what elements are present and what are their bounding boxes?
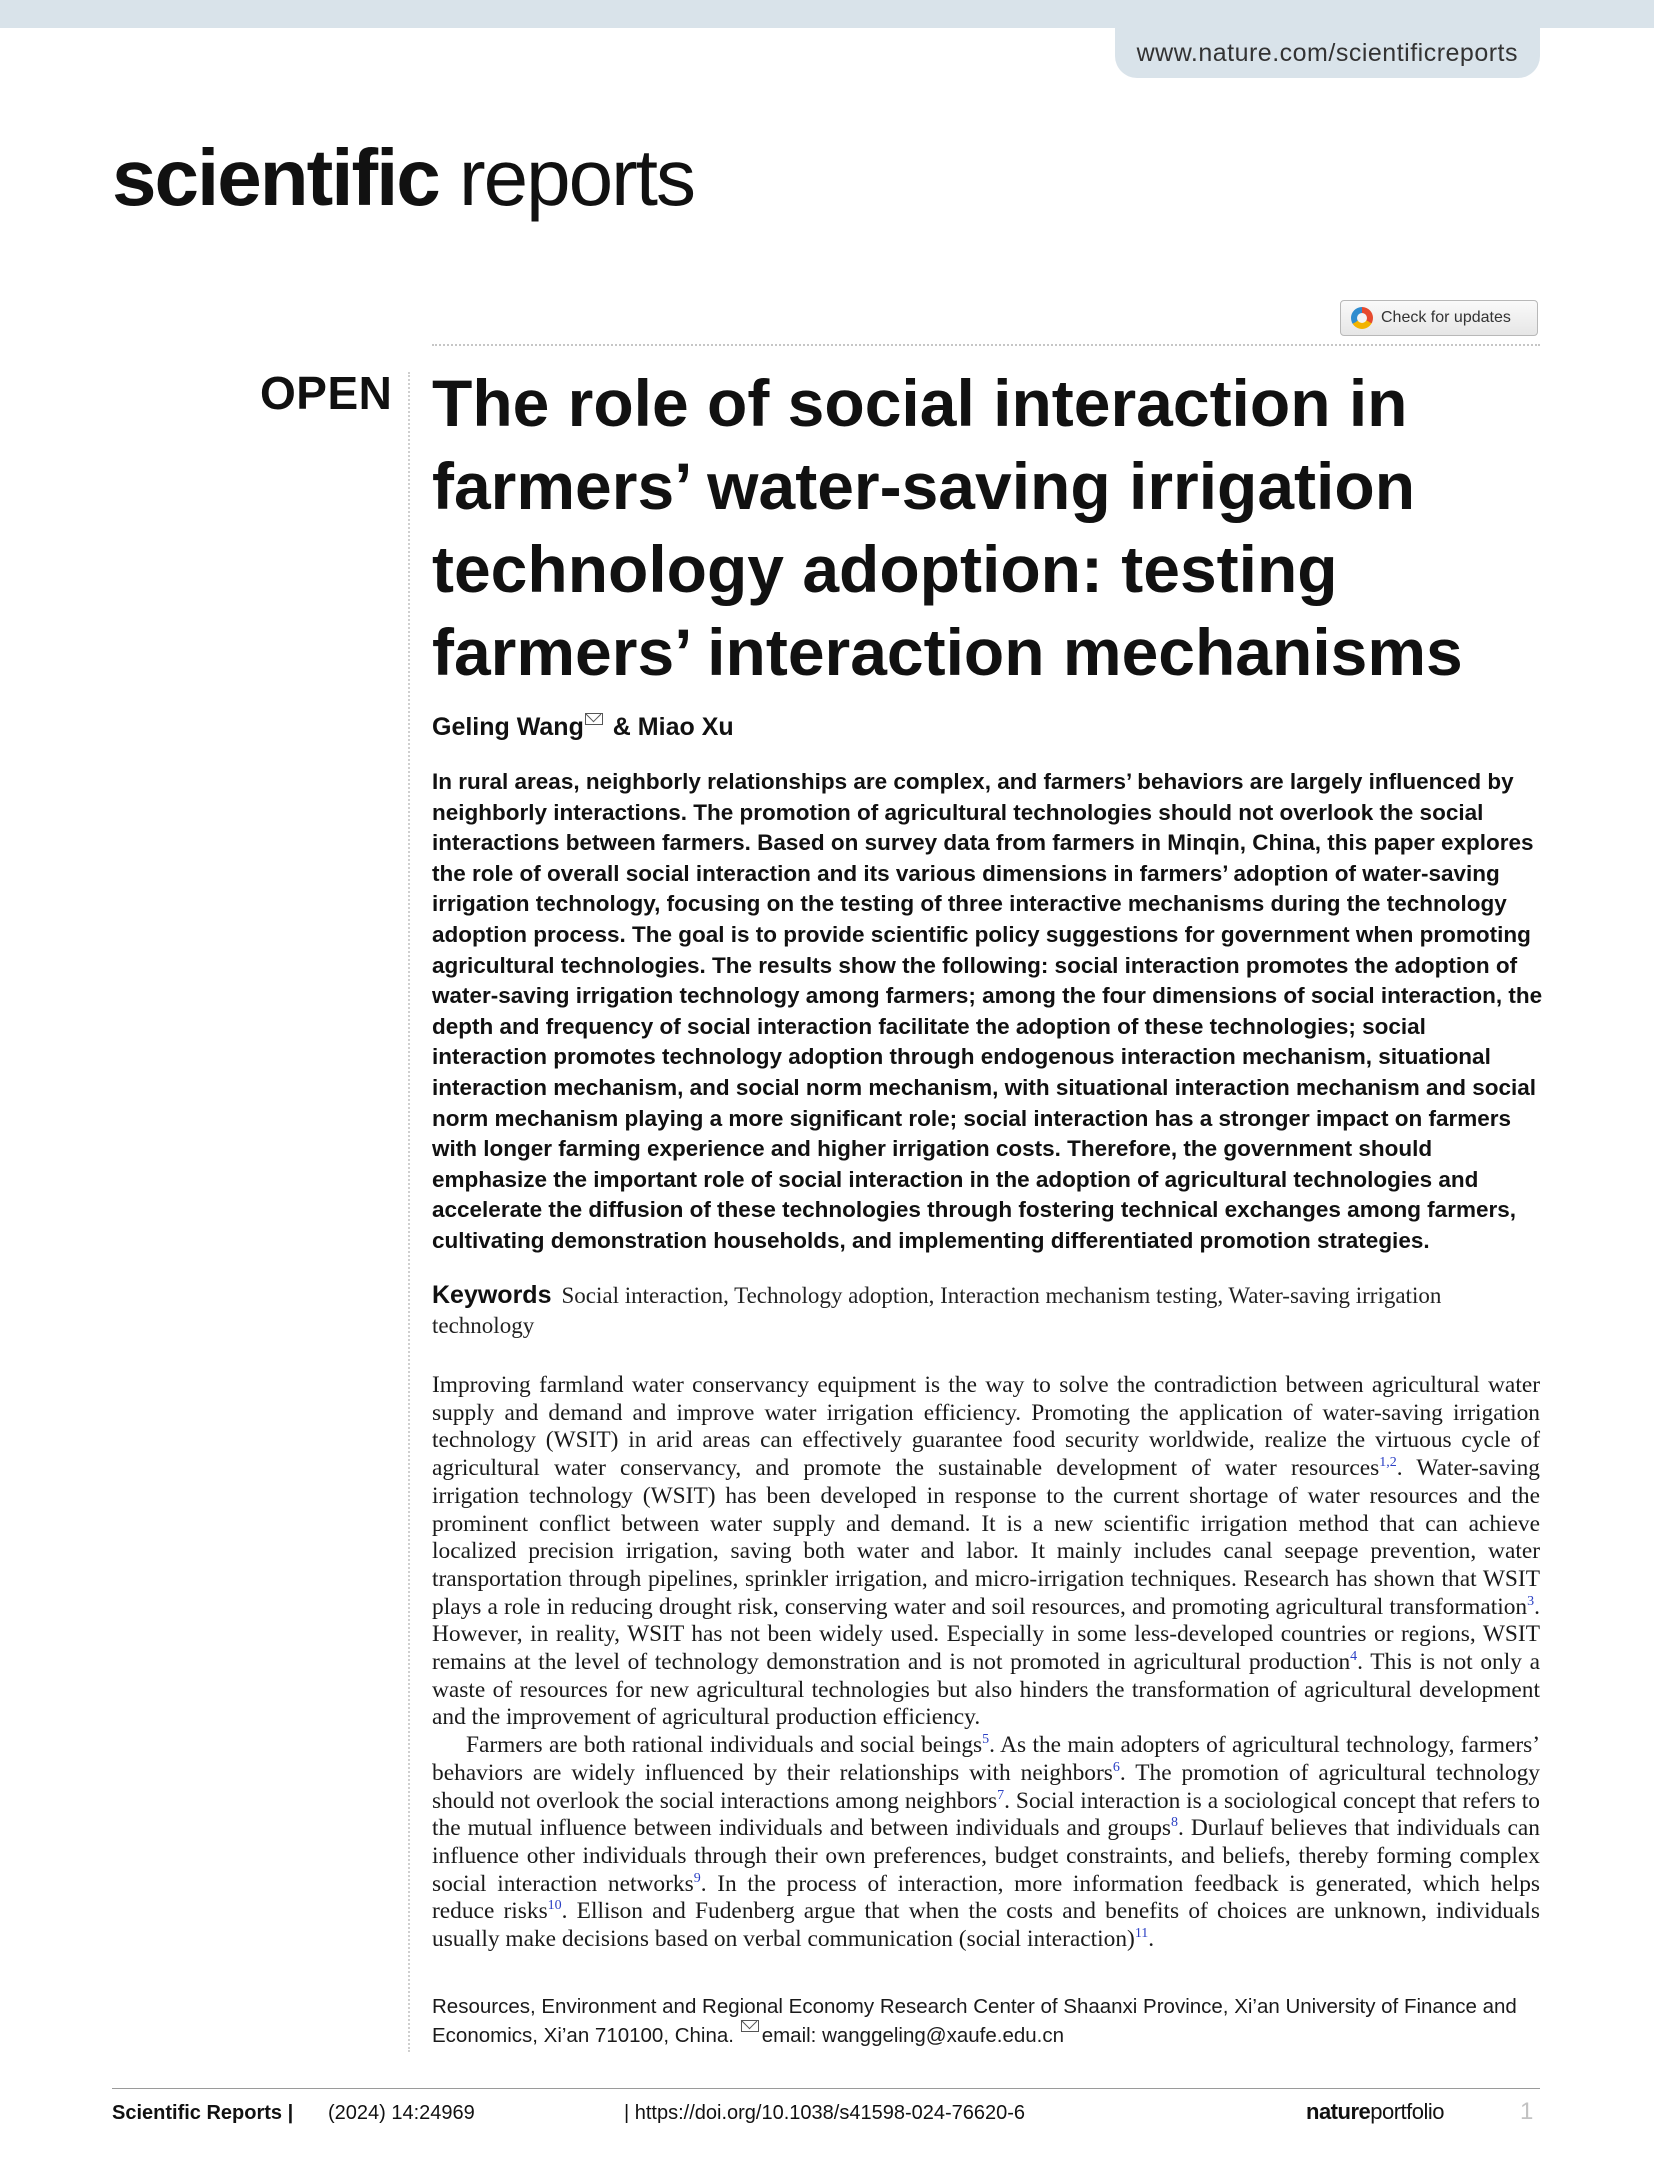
body-paragraph — [432, 1372, 1540, 1732]
body-text: . As the main adopters of agricultural technology, farmers’ behaviors are widely influenced by their relationships with neighbors — [432, 1732, 1541, 1786]
margin-divider — [408, 372, 410, 2052]
keywords-list: Social interaction, Technology adoption, Interaction mechanism testing, Water-saving irrigation technology — [432, 1283, 1442, 1338]
citation-link[interactable]: 9 — [693, 1870, 701, 1886]
body-text: . The promotion of agricultural technology should not overlook the social interactions among neighbors — [432, 1759, 1540, 1814]
citation-link[interactable]: 1,2 — [1379, 1455, 1397, 1471]
check-updates-label: Check for updates — [1381, 309, 1511, 326]
logo-bold: scientific — [112, 133, 439, 222]
body-text: . — [1148, 1926, 1155, 1953]
body-text: . Social interaction is a sociological concept that refers to the mutual influence between individuals and between individuals and groups — [432, 1787, 1540, 1842]
publisher-logo — [1306, 2099, 1444, 2125]
abstract: In rural areas, neighborly relationships are complex, and farmers’ behaviors are largely influenced by neighborly interactions. The promotion of agricultural technologies should not overlook the social interactions between farmers. Based on survey data from farmers in Minqin, China, this paper explores the role of overall social interaction and its various dimensions in farmers’ adoption of water-saving irrigation technology, focusing on the testing of three interactive mechanisms during the technology adoption process. The goal is to provide scientific policy suggestions for government when promoting agricultural technologies. The results show the following: social interaction promotes the adoption of water-saving irrigation technology among farmers; among the four dimensions of social interaction, the depth and frequency of social interaction facilitate the adoption of these technologies; social interaction promotes technology adoption through endogenous interaction mechanism, situational interaction mechanism, and social norm mechanism, with situational interaction mechanism and social norm mechanism playing a more significant role; social interaction has a stronger impact on farmers with longer farming experience and higher irrigation costs. Therefore, the government should emphasize the important role of social interaction in the adoption of agricultural technologies and accelerate the diffusion of these technologies through fostering technical exchanges among farmers, cultivating demonstration households, and implementing differentiated promotion strategies. — [432, 769, 1543, 1253]
top-banner — [0, 0, 1654, 28]
envelope-icon — [741, 2020, 759, 2032]
author-name[interactable]: Miao Xu — [637, 713, 734, 741]
body-paragraph — [432, 1732, 1540, 1954]
citation-link[interactable]: 4 — [1350, 1649, 1358, 1665]
body-text: . Water-saving irrigation technology (WSIT) has been developed in response to the current shortage of water resources and the prominent conflict between water supply and demand. It is a new scientific irrigation method that can achieve localized precision irrigation, saving both water and labor. It mainly includes canal seepage prevention, water transportation through pipelines, sprinkler irrigation, and micro-irrigation techniques. Research has shown that WSIT plays a role in reducing drought risk, conserving water and soil resources, and promoting agricultural transformation — [432, 1455, 1541, 1620]
citation-link[interactable]: 5 — [982, 1732, 990, 1748]
check-for-updates-button[interactable] — [1340, 300, 1538, 336]
body-text: . In the process of interaction, more information feedback is generated, which helps reduce risks — [432, 1870, 1540, 1925]
affiliation-text: Resources, Environment and Regional Economy Research Center of Shaanxi Province, Xi’an University of Finance and Economics, Xi’an 710100, China. — [432, 1995, 1517, 2047]
citation-link[interactable]: 11 — [1134, 1926, 1149, 1942]
body-text: . However, in reality, WSIT has not been widely used. Especially in some less-developed countries or regions, WSIT remains at the level of technology demonstration and is not promoted in agricultural production — [432, 1593, 1540, 1676]
open-access-badge: OPEN — [260, 367, 393, 419]
footer-doi-link[interactable]: | https://doi.org/10.1038/s41598-024-76620-6 — [624, 2102, 1026, 2124]
author-name[interactable]: Geling Wang — [432, 713, 584, 741]
body-text: . Durlauf believes that individuals can influence other individuals through their own preferences, budget constraints, and beliefs, thereby forming complex social interaction networks — [432, 1815, 1540, 1897]
header-divider — [432, 344, 1540, 346]
brand-light: portfolio — [1370, 2099, 1445, 2124]
author-list — [432, 713, 734, 742]
author-separator: & — [605, 713, 638, 741]
article-title: The role of social interaction in farmers’ water-saving irrigation technology adoption: testing farmers’ interaction mechanisms — [432, 366, 1463, 689]
body-text: Improving farmland water conservancy equipment is the way to solve the contradiction between agricultural water supply and demand and improve water irrigation efficiency. Promoting the application of water-saving irrigation technology (WSIT) in arid areas can effectively guarantee food security worldwide, realize the virtuous cycle of agricultural water conservancy, and promote the sustainable development of water resources — [432, 1372, 1540, 1482]
contact-email[interactable]: email: wanggeling@xaufe.edu.cn — [761, 2024, 1064, 2047]
envelope-icon[interactable] — [585, 713, 603, 725]
journal-logo[interactable] — [112, 133, 695, 222]
citation-link[interactable]: 6 — [1112, 1759, 1120, 1775]
page-number: 1 — [1520, 2098, 1534, 2125]
body-text: . Ellison and Fudenberg argue that when the costs and benefits of choices are unknown, individuals usually make decisions based on verbal communication (social interaction) — [432, 1898, 1540, 1953]
citation-link[interactable]: 3 — [1527, 1593, 1535, 1609]
affiliation — [432, 1992, 1544, 2050]
citation-link[interactable]: 8 — [1171, 1815, 1179, 1831]
body-text: Farmers are both rational individuals and social beings — [466, 1732, 983, 1759]
journal-url-tab[interactable]: www.nature.com/scientificreports — [1115, 28, 1540, 78]
keywords-heading: Keywords — [432, 1281, 552, 1309]
citation-link[interactable]: 7 — [997, 1787, 1005, 1803]
logo-light: reports — [459, 133, 695, 222]
crossmark-icon — [1351, 307, 1373, 329]
brand-bold: nature — [1306, 2099, 1371, 2124]
citation-link[interactable]: 10 — [547, 1898, 562, 1914]
footer-divider — [112, 2088, 1540, 2089]
article-body — [432, 1372, 1540, 1954]
footer-journal: Scientific Reports | — [112, 2102, 294, 2124]
footer-volume: (2024) 14:24969 — [328, 2102, 475, 2124]
body-text: . This is not only a waste of resources for new agricultural technologies but also hinders the transformation of agricultural development and the improvement of agricultural production efficiency. — [432, 1649, 1540, 1731]
keywords — [432, 1280, 1540, 1341]
